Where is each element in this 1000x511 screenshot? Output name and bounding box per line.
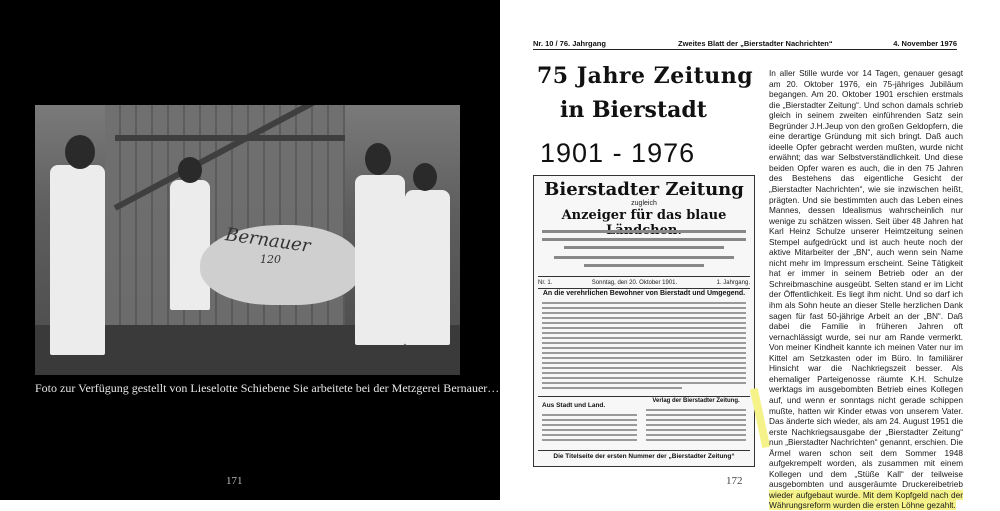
headline-line-1: 75 Jahre Zeitung	[537, 63, 754, 89]
article-text: In aller Stille wurde vor 14 Tagen, genauer gesagt am 20. Oktober 1976, ein 75-jähriges Jubiläum begangen. Am 20. Oktober 1901 erschien erstmals die „Bierstadter Zeitung“. Und schon damals schrieb gleich in seinem zweiten einführenden Satz sein Begründer J.H.Jeup von den großen Geldopfern, die eine derartige Gründung mit sich bringt. Daß auch ideelle Opfer gebracht werden mußten, wurde nicht erwähnt; das war Selbstverständlichkeit. Und diese beiden Opfer waren es auch, die in den 75 Jahren des Bestehens das eigentliche Gesicht der „Bierstadter Nachrichten“, wie sie inzwischen heißt, prägten. Und sie bestimmten auch das Leben eines Mannes, dessen Idealismus wahrscheinlich nur wenige zu schätzen wissen. Seit über 48 Jahren hat Karl Heinz Schulze unserer Heimtzeitung seinen Stempel aufgedrückt und ist auch heute noch der aktive Mitarbeiter der „BN“, auch wenn sein Name nicht mehr im Impressum erscheint. Seine Tätigkeit hat er immer in seinem Betrieb oder an der Schreibmaschine ausgeübt. Selten stand er im Licht der Öffentlichkeit. Es liegt ihm nicht. Und so darf ich ihm als Sohn heute an dieser Stelle herzlichen Dank sagen für fast 50-jährige Arbeit an der „BN“. Daß dabei die Familie in früheren Jahren oft vernachlässigt wurde, sei nur am Rande vermerkt. Von meiner Kindheit kannte ich meinen Vater nur im Kittel am Setzkasten oder im Büro. In familiärer Hinsicht war die Nachkriegszeit besser. Als ehemaliger Parteigenosse räumte K.H. Schulze werktags im ausgebombten Betrieb eines Kollegen auf, und wenn er sonntags nicht gerade schippen mußte, hatten wir Kinder etwas von unserem Vater. Das änderte sich wieder, als am 24. August 1951 die erste Nachkriegsausgabe der „Bierstadter Zeitung“ nun „Bierstadter Nachrichten“ genannt, erschien. Die Ärmel waren schon seit dem Sommer 1948 aufgekrempelt worden, als zusammen mit einem Kollegen und dem „Stüße Kall“ der teilweise ausgebombten und ausgeräumte Druckereibetrieb	[769, 68, 963, 490]
left-page	[0, 0, 500, 500]
page-number-right: 172	[726, 475, 743, 487]
article-highlighted-text: wieder aufgebaut wurde. Mit dem Kopfgeld nach der Währungsreform wurden die ersten Löhne gezahlt.	[769, 489, 963, 511]
clipping-section: Aus Stadt und Land.	[542, 402, 606, 409]
headline-line-2: in Bierstadt	[560, 97, 707, 123]
clipping-zugleich: zugleich	[631, 200, 657, 207]
page-number-left: 171	[226, 475, 243, 487]
issue-number: Nr. 10 / 76. Jahrgang	[533, 39, 606, 48]
photo-caption: Foto zur Verfügung gestellt von Lieselotte Schiebene Sie arbeitete bei der Metzgerei Bernauer…	[35, 381, 500, 395]
clipping-footer: Die Titelseite der ersten Nummer der „Bierstadter Zeitung“	[553, 453, 735, 460]
worker-figure	[355, 175, 405, 345]
newspaper-clipping	[533, 175, 755, 467]
pig-writing: Bernauer	[223, 224, 312, 257]
worker-figure	[405, 190, 450, 345]
issue-date: 4. November 1976	[893, 39, 957, 48]
historic-photo	[35, 105, 460, 375]
headline-years: 1901 - 1976	[540, 138, 696, 168]
supplement-title: Zweites Blatt der „Bierstadter Nachrichten“	[678, 39, 833, 48]
clipping-address: An die verehrlichen Bewohner von Bierstadt und Umgegend.	[542, 290, 746, 297]
clipping-title: Bierstadter Zeitung	[544, 179, 744, 200]
clipping-meta: Nr. 1. Sonntag, den 20. Oktober 1901. 1. Jahrgang.	[538, 280, 750, 286]
butcher-figure	[50, 165, 105, 355]
pig-number: 120	[260, 253, 281, 266]
worker-figure	[170, 180, 210, 310]
article-body	[769, 68, 963, 511]
clipping-subtitle: Anzeiger für das blaue	[561, 208, 727, 223]
newspaper-header	[533, 38, 957, 50]
clipping-verlag: Verlag der Bierstadter Zeitung.	[652, 398, 740, 404]
